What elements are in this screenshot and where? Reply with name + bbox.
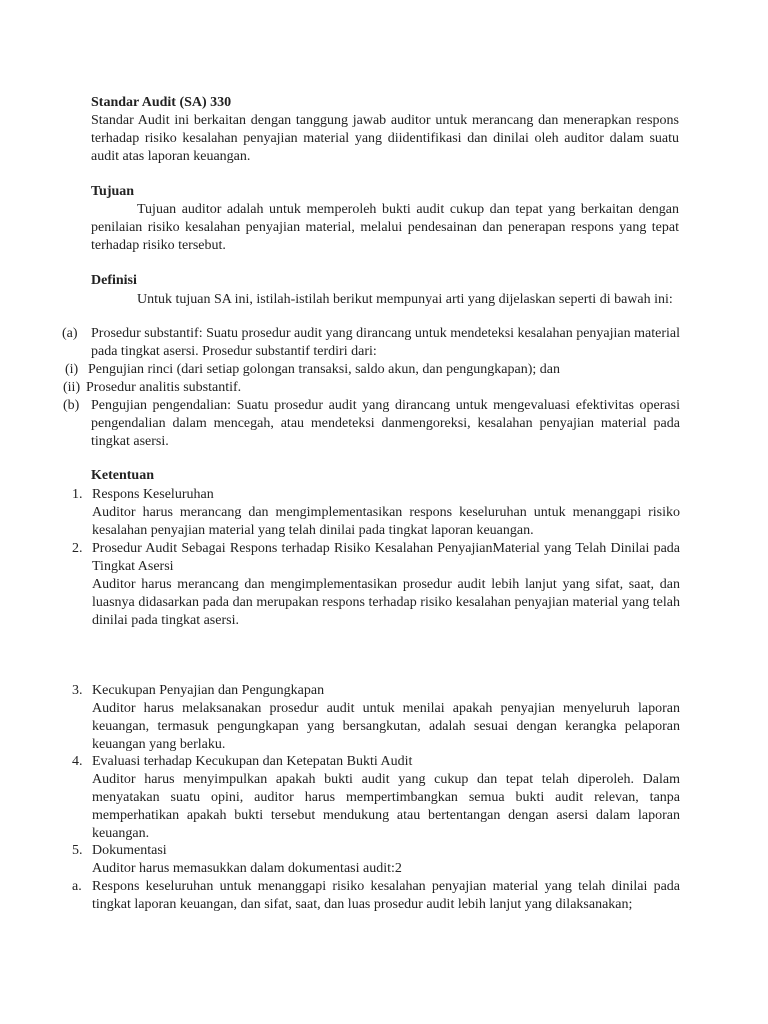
ketentuan-item xyxy=(72,753,680,843)
ketentuan-item-number: 3. xyxy=(72,683,83,698)
ketentuan-item xyxy=(72,486,680,540)
definisi-item-label: (b) xyxy=(63,398,80,413)
ketentuan-item-number: 5. xyxy=(72,843,83,858)
definisi-item-text: Prosedur analitis substantif. xyxy=(86,380,242,395)
tujuan-paragraph: Tujuan auditor adalah untuk memperoleh bukti audit cukup dan tepat yang berkaitan dengan penilaian risiko kesalahan penyajian material, melalui pendesainan dan penerapan respons yang tepat terhadap risiko tersebut. xyxy=(91,202,679,253)
ketentuan-item-number: 2. xyxy=(72,541,83,556)
sub-item-text: Respons keseluruhan untuk menanggapi risiko kesalahan penyajian material yang telah dinilai pada tingkat laporan keuangan, dan sifat, saat, dan luas prosedur audit lebih lanjut yang dilaksanakan; xyxy=(92,879,680,912)
ketentuan-heading: Ketentuan xyxy=(91,468,154,483)
ketentuan-item xyxy=(72,540,680,630)
dokumentasi-sub-item xyxy=(72,878,680,914)
definisi-item xyxy=(62,325,680,361)
tujuan-heading: Tujuan xyxy=(91,184,135,199)
definisi-item xyxy=(63,379,680,397)
ketentuan-item-number: 4. xyxy=(72,754,83,769)
sub-item-label: a. xyxy=(72,879,82,894)
definisi-heading: Definisi xyxy=(91,273,137,288)
definisi-item-text: Pengujian rinci (dari setiap golongan transaksi, saldo akun, dan pengungkapan); dan xyxy=(88,362,560,377)
ketentuan-item xyxy=(72,682,680,754)
definisi-item-label: (ii) xyxy=(63,380,81,395)
definisi-item-text: Pengujian pengendalian: Suatu prosedur audit yang dirancang untuk mengevaluasi efektivitas operasi pengendalian dalam mencegah, atau mendeteksi danmengoreksi, kesalahan penyajian material pada tingkat asersi. xyxy=(91,398,680,449)
definisi-item xyxy=(65,361,680,379)
ketentuan-item-text: Auditor harus merancang dan mengimplementasikan prosedur audit lebih lanjut yang sifat, saat, dan luasnya didasarkan pada dan merupakan respons terhadap risiko kesalahan penyajian material yang telah dinilai pada tingkat asersi. xyxy=(92,577,680,628)
ketentuan-item-text: Auditor harus menyimpulkan apakah bukti audit yang cukup dan tepat telah diperoleh. Dalam menyatakan suatu opini, auditor harus mempertimbangkan semua bukti audit relevan, tanpa memperhatikan apakah bukti tersebut mendukung atau bertentangan dengan asersi dalam laporan keuangan. xyxy=(92,772,680,841)
ketentuan-item-title: Prosedur Audit Sebagai Respons terhadap Risiko Kesalahan PenyajianMaterial yang Telah Dinilai pada Tingkat Asersi xyxy=(92,541,680,574)
definisi-paragraph: Untuk tujuan SA ini, istilah-istilah berikut mempunyai arti yang dijelaskan seperti di bawah ini: xyxy=(137,292,673,307)
ketentuan-item-number: 1. xyxy=(72,487,83,502)
intro-paragraph: Standar Audit ini berkaitan dengan tanggung jawab auditor untuk merancang dan menerapkan respons terhadap risiko kesalahan penyajian material yang diidentifikasi dan dinilai oleh auditor dalam suatu audit atas laporan keuangan. xyxy=(91,113,679,164)
ketentuan-item-text: Auditor harus memasukkan dalam dokumentasi audit:2 xyxy=(92,861,402,876)
definisi-item-label: (i) xyxy=(65,362,79,377)
ketentuan-item-text: Auditor harus melaksanakan prosedur audit untuk menilai apakah penyajian menyeluruh laporan keuangan, termasuk pengungkapan yang bersangkutan, adalah sesuai dengan kerangka pelaporan keuangan yang berlaku. xyxy=(92,701,680,752)
definisi-item xyxy=(63,397,680,451)
definisi-item-label: (a) xyxy=(62,326,78,341)
ketentuan-item-title: Kecukupan Penyajian dan Pengungkapan xyxy=(92,683,325,698)
document-title: Standar Audit (SA) 330 xyxy=(91,95,232,110)
ketentuan-item-title: Respons Keseluruhan xyxy=(92,487,214,502)
ketentuan-item-title: Evaluasi terhadap Kecukupan dan Ketepatan Bukti Audit xyxy=(92,754,413,769)
ketentuan-item-title: Dokumentasi xyxy=(92,843,167,858)
definisi-item-text: Prosedur substantif: Suatu prosedur audit yang dirancang untuk mendeteksi kesalahan penyajian material pada tingkat asersi. Prosedur substantif terdiri dari: xyxy=(91,326,681,359)
ketentuan-item-text: Auditor harus merancang dan mengimplementasikan respons keseluruhan untuk menanggapi risiko kesalahan penyajian material yang telah dinilai pada tingkat laporan keuangan. xyxy=(92,505,680,538)
ketentuan-item xyxy=(72,842,680,878)
